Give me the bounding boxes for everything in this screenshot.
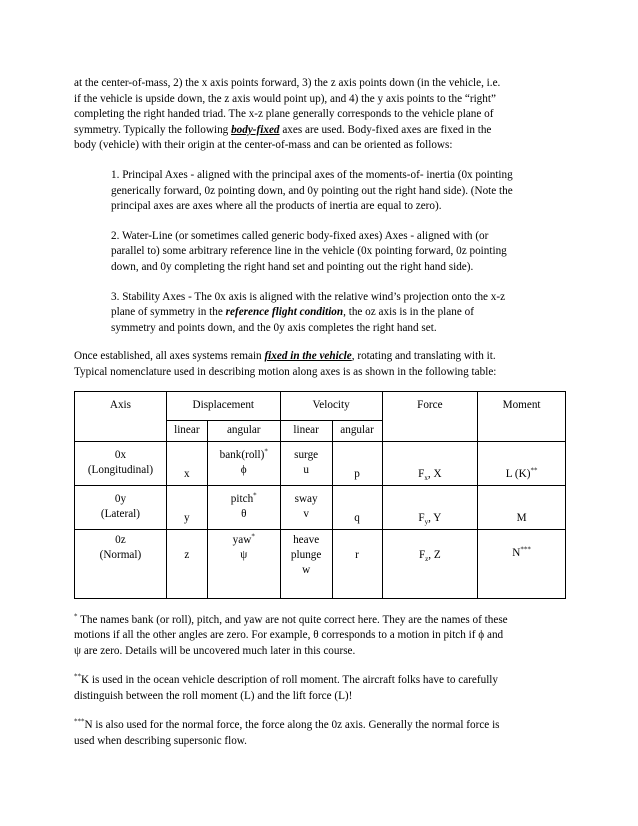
text-span: plane of symmetry in the bbox=[111, 306, 226, 319]
header-axis: Axis bbox=[75, 391, 167, 441]
subscript: y bbox=[424, 517, 429, 526]
text-span: motions if all the other angles are zero. For example, bbox=[74, 629, 314, 642]
text-span: and bbox=[484, 629, 504, 642]
text-line: generically forward, 0z pointing down, and 0y pointing out the right hand side). (Note the bbox=[111, 184, 513, 197]
cell-axis bbox=[75, 485, 167, 529]
principal-axes-item bbox=[111, 168, 566, 215]
text-span: , the oz axis is in the plane of bbox=[343, 306, 474, 319]
axis-name: 0y bbox=[114, 493, 127, 505]
cell-disp-linear: y bbox=[166, 485, 207, 529]
cell-vel-angular: p bbox=[332, 441, 382, 485]
text-line bbox=[74, 644, 566, 660]
phi-symbol: ϕ bbox=[478, 629, 485, 642]
text-span: axes are used. Body-fixed axes are fixed in the bbox=[279, 123, 492, 136]
text-span: L (K) bbox=[505, 467, 531, 480]
emphasis-fixed-in-vehicle: fixed in the vehicle bbox=[264, 350, 352, 363]
text-line bbox=[74, 123, 566, 139]
cell-disp-angular bbox=[207, 529, 280, 598]
angular-name bbox=[208, 533, 280, 548]
emphasis-reference-flight-condition: reference flight condition bbox=[225, 306, 344, 319]
angle-symbol: ϕ bbox=[240, 464, 247, 476]
footnote-normal-force bbox=[74, 718, 566, 749]
cell-moment bbox=[478, 441, 566, 485]
text-span: yaw bbox=[232, 533, 252, 546]
cell-disp-angular bbox=[207, 485, 280, 529]
cell-force bbox=[382, 529, 478, 598]
psi-symbol: ψ bbox=[74, 644, 82, 657]
text-line: completing the right handed triad. The x-z plane generally corresponds to the vehicle plane of bbox=[74, 108, 494, 121]
table-row bbox=[75, 441, 566, 485]
axis-description: (Longitudinal) bbox=[87, 464, 154, 476]
text-span: symmetry. Typically the following bbox=[74, 123, 232, 136]
text-span: N bbox=[512, 546, 521, 559]
text-span: Once established, all axes systems remain bbox=[74, 350, 265, 363]
subscript: x bbox=[424, 473, 428, 482]
header-displacement: Displacement bbox=[166, 391, 280, 420]
text-span: N is also used for the normal force, the force along the 0z axis. Generally the normal force is bbox=[84, 719, 500, 732]
text-line: principal axes are axes where all the products of inertia are equal to zero). bbox=[111, 200, 442, 213]
text-line bbox=[74, 613, 566, 629]
text-line: 2. Water-Line (or sometimes called generic body-fixed axes) Axes - aligned with (or bbox=[111, 229, 489, 242]
velocity-symbol: u bbox=[303, 464, 309, 476]
subheader-disp-angular: angular bbox=[207, 420, 280, 441]
cell-vel-angular: r bbox=[332, 529, 382, 598]
footnote-mark: *** bbox=[520, 544, 531, 553]
text-span: F bbox=[418, 467, 425, 480]
text-line bbox=[111, 305, 566, 321]
header-force: Force bbox=[382, 391, 478, 441]
text-span: corresponds to a motion in pitch if bbox=[318, 629, 479, 642]
water-line-axes-item bbox=[111, 229, 566, 276]
angular-name bbox=[208, 492, 280, 507]
text-span: pitch bbox=[230, 493, 254, 505]
text-line: symmetry and points down, and the 0y axis completes the right hand set. bbox=[111, 321, 437, 334]
cell-vel-linear bbox=[280, 441, 332, 485]
text-span: , X bbox=[427, 467, 442, 480]
table-row bbox=[75, 485, 566, 529]
motion-name: sway bbox=[294, 493, 318, 505]
stability-axes-item bbox=[111, 290, 566, 337]
text-line: down, and 0y completing the right hand set and pointing out the right hand side). bbox=[111, 260, 474, 273]
table-row bbox=[75, 529, 566, 598]
emphasis-body-fixed: body-fixed bbox=[231, 123, 280, 136]
text-span: are zero. Details will be uncovered much later in this course. bbox=[81, 644, 356, 657]
cell-vel-linear bbox=[280, 529, 332, 598]
text-span: , Y bbox=[428, 511, 442, 524]
subheader-vel-linear: linear bbox=[280, 420, 332, 441]
text-span: F bbox=[418, 548, 426, 561]
text-span: bank(roll) bbox=[219, 449, 265, 461]
cell-moment bbox=[478, 529, 566, 598]
text-span: The names bank (or roll), pitch, and yaw are not quite correct here. They are the names of these bbox=[77, 613, 508, 626]
axis-name: 0z bbox=[115, 533, 126, 546]
motion-name: heave bbox=[293, 533, 320, 546]
theta-symbol: θ bbox=[313, 629, 319, 642]
axis-description: (Normal) bbox=[99, 548, 142, 561]
text-line: body (vehicle) with their origin at the center-of-mass and can be oriented as follows: bbox=[74, 139, 453, 152]
text-span: , rotating and translating with it. bbox=[351, 350, 496, 363]
cell-axis bbox=[75, 441, 167, 485]
angle-symbol: θ bbox=[241, 508, 247, 520]
axis-name: 0x bbox=[114, 449, 127, 461]
established-paragraph bbox=[74, 349, 566, 380]
cell-axis bbox=[75, 529, 167, 598]
subheader-vel-angular: angular bbox=[332, 420, 382, 441]
footnote-mark: * bbox=[74, 611, 78, 620]
footnote-mark: ** bbox=[74, 672, 81, 681]
intro-paragraph bbox=[74, 76, 566, 154]
text-line bbox=[74, 628, 566, 644]
cell-moment bbox=[478, 485, 566, 529]
velocity-symbol: v bbox=[303, 508, 309, 520]
text-line: used when describing supersonic flow. bbox=[74, 735, 247, 748]
axis-description: (Lateral) bbox=[100, 508, 140, 520]
cell-disp-linear: z bbox=[166, 529, 207, 598]
text-line: at the center-of-mass, 2) the x axis points forward, 3) the z axis points down (in the vehicle, i.e. bbox=[74, 77, 501, 89]
document-page bbox=[74, 76, 566, 750]
text-line: 3. Stability Axes - The 0x axis is aligned with the relative wind’s projection onto the x-z bbox=[111, 290, 506, 303]
cell-vel-linear bbox=[280, 485, 332, 529]
angle-symbol: ψ bbox=[240, 548, 248, 561]
table-header-row bbox=[75, 391, 566, 420]
footnote-mark: * bbox=[264, 447, 268, 456]
footnote-mark: * bbox=[253, 491, 257, 500]
text-span: , Z bbox=[428, 548, 441, 561]
header-velocity: Velocity bbox=[280, 391, 382, 420]
cell-force bbox=[382, 441, 478, 485]
angular-name bbox=[208, 448, 280, 463]
text-line: distinguish between the roll moment (L) and the lift force (L)! bbox=[74, 689, 353, 702]
text-span: F bbox=[418, 511, 425, 524]
axes-nomenclature-table bbox=[74, 391, 566, 599]
text-span: K is used in the ocean vehicle description of roll moment. The aircraft folks have to carefully bbox=[81, 674, 499, 687]
header-moment: Moment bbox=[478, 391, 566, 441]
text-line bbox=[74, 673, 566, 689]
text-line: 1. Principal Axes - aligned with the principal axes of the moments-of- inertia (0x pointing bbox=[111, 168, 513, 181]
motion-alt-name: plunge bbox=[290, 548, 322, 561]
footnote-mark: *** bbox=[74, 717, 85, 726]
text-line: parallel to) some arbitrary reference line in the vehicle (0x pointing forward, 0z pointing bbox=[111, 245, 507, 258]
subheader-disp-linear: linear bbox=[166, 420, 207, 441]
text-line bbox=[74, 718, 566, 734]
cell-force bbox=[382, 485, 478, 529]
motion-name: surge bbox=[294, 449, 319, 461]
cell-disp-linear: x bbox=[166, 441, 207, 485]
cell-vel-angular: q bbox=[332, 485, 382, 529]
footnote-roll-moment bbox=[74, 673, 566, 704]
velocity-symbol: w bbox=[302, 563, 311, 576]
text-line: Typical nomenclature used in describing motion along axes is as shown in the following table: bbox=[74, 365, 497, 378]
footnote-names bbox=[74, 613, 566, 660]
text-span: M bbox=[516, 511, 527, 524]
footnote-mark: ** bbox=[530, 465, 538, 474]
text-line: if the vehicle is upside down, the z axis would point up), and 4) the y axis points to the “right” bbox=[74, 92, 496, 105]
footnote-mark: * bbox=[251, 531, 255, 540]
cell-disp-angular bbox=[207, 441, 280, 485]
subscript: z bbox=[425, 554, 429, 563]
text-line bbox=[74, 349, 566, 365]
